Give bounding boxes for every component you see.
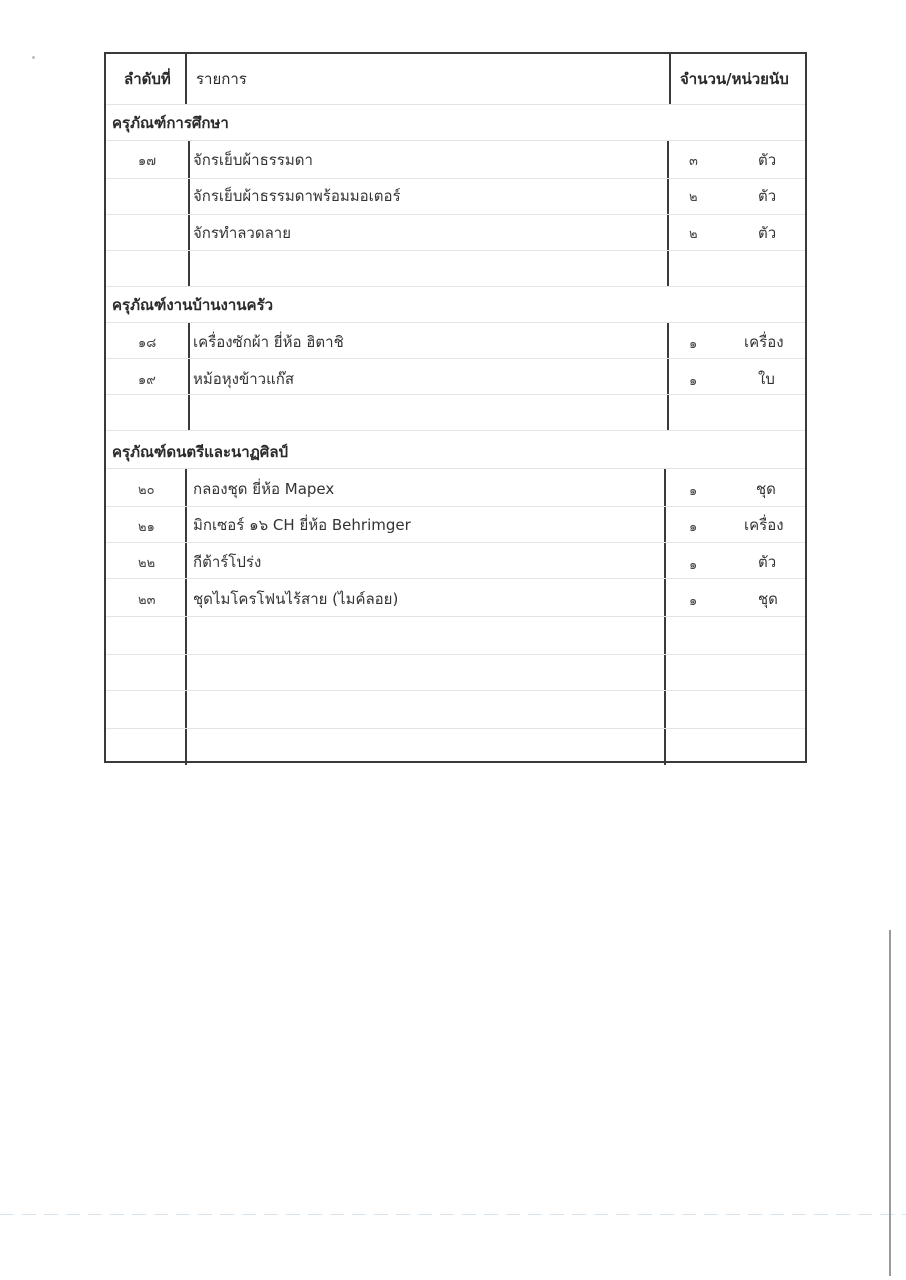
row-unit: ชุด	[758, 590, 778, 608]
row-item: กีต้าร์โปร่ง	[193, 553, 262, 571]
row-rule	[106, 506, 805, 507]
row-qty: ๑	[689, 520, 698, 535]
row-rule	[106, 250, 805, 251]
row-rule	[106, 358, 805, 359]
col-divider-seq-item	[188, 322, 190, 430]
equipment-table	[104, 52, 807, 763]
scan-artifact-line	[0, 1214, 906, 1215]
col-divider-item-qty	[667, 322, 669, 430]
row-unit: ตัว	[758, 553, 777, 571]
row-rule	[106, 468, 805, 469]
row-unit: ตัว	[758, 224, 777, 242]
row-number: ๑๗	[138, 154, 157, 169]
row-number: ๒๒	[138, 556, 156, 571]
row-item: จักรเย็บผ้าธรรมดา	[193, 151, 313, 169]
row-rule	[106, 214, 805, 215]
category-heading: ครุภัณฑ์ดนตรีและนาฏศิลป์	[112, 443, 289, 461]
row-number: ๒๓	[138, 593, 156, 608]
row-qty: ๑	[689, 594, 698, 609]
col-divider-seq-item	[185, 54, 187, 104]
row-qty: ๑	[689, 484, 698, 499]
row-rule	[106, 616, 805, 617]
col-divider-item-qty	[667, 140, 669, 286]
row-item: มิกเซอร์ ๑๖ CH ยี่ห้อ Behrimger	[193, 516, 411, 534]
row-qty: ๑	[689, 558, 698, 573]
row-qty: ๓	[689, 154, 698, 169]
row-qty: ๑	[689, 374, 698, 389]
row-item: จักรเย็บผ้าธรรมดาพร้อมมอเตอร์	[193, 187, 401, 205]
row-qty: ๒	[689, 190, 698, 205]
category-heading: ครุภัณฑ์การศึกษา	[112, 114, 229, 132]
row-item: กลองชุด ยี่ห้อ Mapex	[193, 480, 335, 498]
row-number: ๒๐	[138, 483, 155, 498]
col-divider-item-qty	[669, 54, 671, 104]
row-unit: ใบ	[758, 370, 775, 388]
row-rule	[106, 728, 805, 729]
row-number: ๑๙	[138, 373, 156, 388]
row-rule	[106, 178, 805, 179]
row-rule	[106, 394, 805, 395]
row-rule	[106, 654, 805, 655]
row-qty: ๑	[689, 337, 698, 352]
row-rule	[106, 690, 805, 691]
row-unit: ตัว	[758, 151, 777, 169]
row-item: หม้อหุงข้าวแก๊ส	[193, 370, 295, 388]
row-rule	[106, 322, 805, 323]
category-heading: ครุภัณฑ์งานบ้านงานครัว	[112, 296, 274, 314]
row-number: ๑๘	[138, 336, 157, 351]
row-unit: เครื่อง	[744, 333, 784, 351]
row-rule	[106, 286, 805, 287]
row-item: จักรทำลวดลาย	[193, 224, 291, 242]
row-item: เครื่องซักผ้า ยี่ห้อ ฮิตาชิ	[193, 333, 344, 351]
scan-edge-shadow	[889, 930, 891, 1276]
scan-speck	[32, 56, 35, 59]
row-number: ๒๑	[138, 520, 155, 535]
header-item: รายการ	[196, 70, 247, 88]
header-seq: ลำดับที่	[124, 70, 171, 88]
row-rule	[106, 542, 805, 543]
row-rule	[106, 430, 805, 431]
row-qty: ๒	[689, 227, 698, 242]
col-divider-seq-item	[188, 140, 190, 286]
row-unit: เครื่อง	[744, 516, 784, 534]
row-rule	[106, 104, 805, 105]
header-qty-unit: จำนวน/หน่วยนับ	[680, 70, 789, 88]
row-rule	[106, 578, 805, 579]
row-unit: ชุด	[756, 480, 776, 498]
row-item: ชุดไมโครโฟนไร้สาย (ไมค์ลอย)	[193, 590, 399, 608]
row-unit: ตัว	[758, 187, 777, 205]
row-rule	[106, 140, 805, 141]
